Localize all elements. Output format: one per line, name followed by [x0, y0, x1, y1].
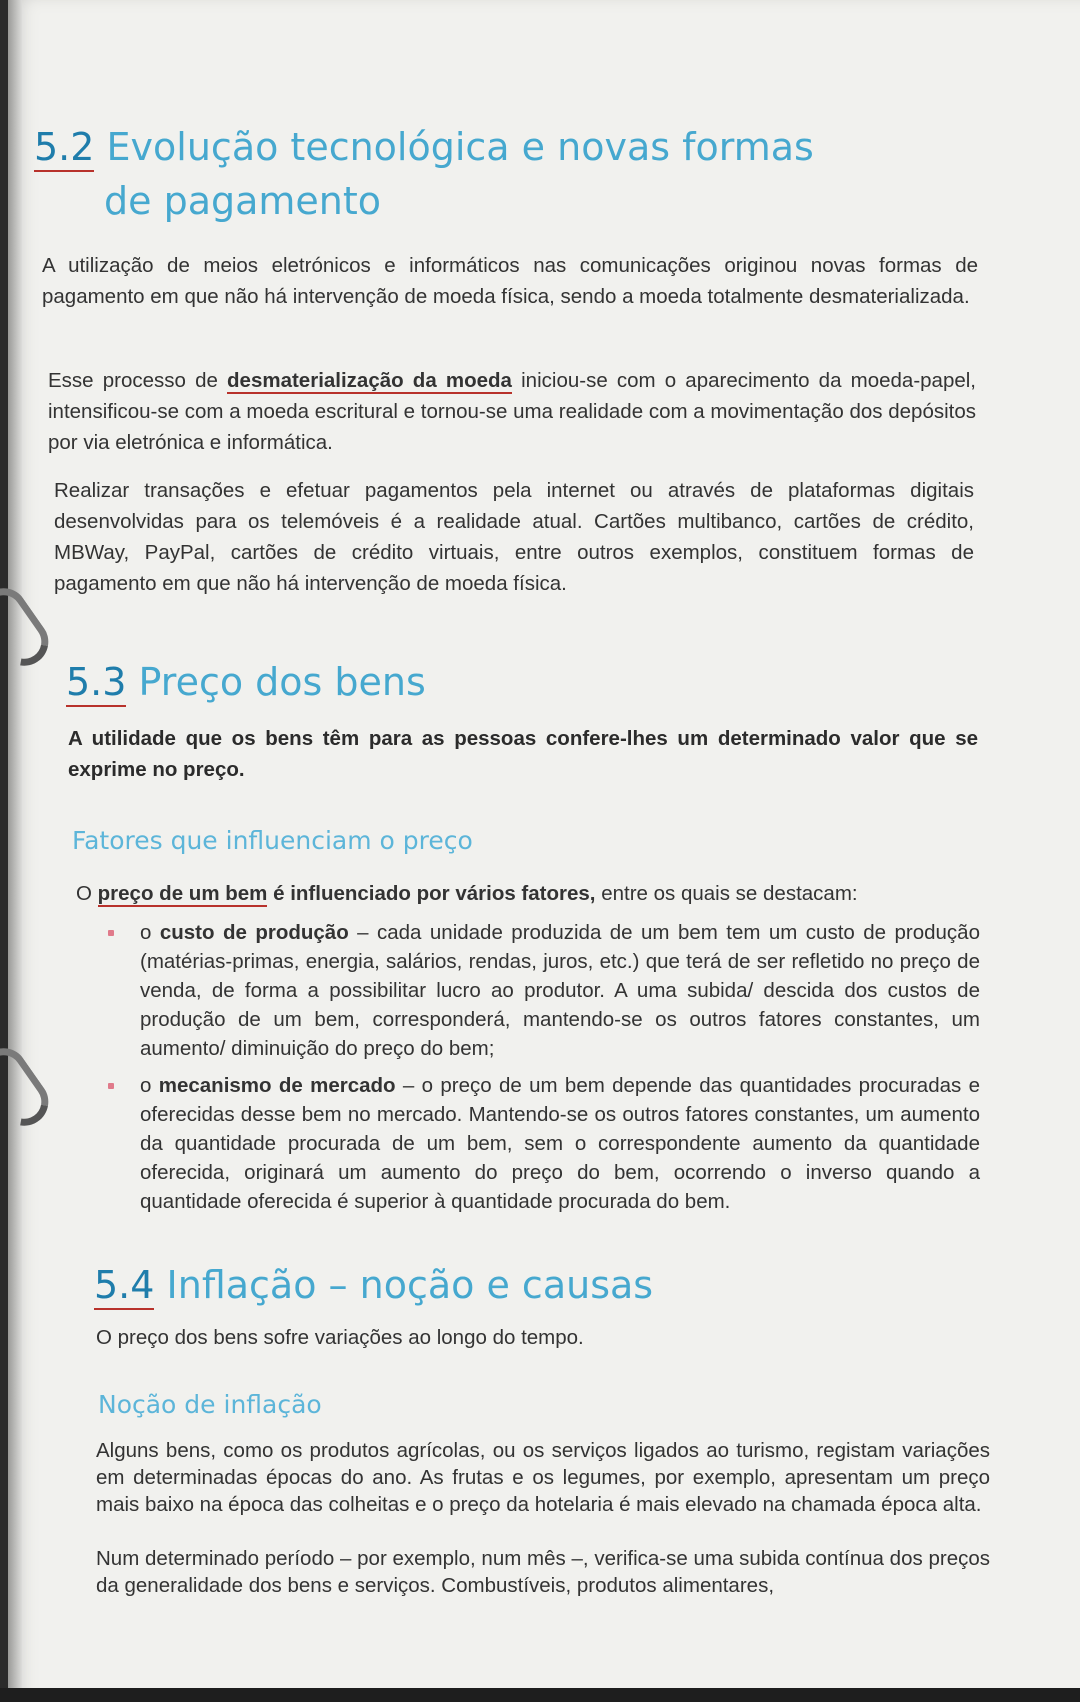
- fatores-list: [140, 918, 980, 1224]
- section-5-3-title: [66, 655, 426, 709]
- intro-text-end: entre os quais se destacam:: [595, 882, 858, 905]
- section-5-4-lead: O preço dos bens sofre variações ao longo do tempo.: [96, 1326, 584, 1349]
- bullet-dot: [108, 1083, 114, 1089]
- term-custo-producao: custo de produção: [159, 921, 349, 944]
- section-5-4-title: [94, 1258, 653, 1312]
- paragraph-2-text-start: Esse processo de: [48, 369, 228, 392]
- fatores-intro: [76, 878, 976, 909]
- intro-bold-text: é influenciado por vários fatores,: [267, 882, 596, 905]
- paragraph-2-text-end: iniciou-se com o aparecimento da moeda-papel, intensificou-se com a moeda escritural e tornou-se uma realidade com a movimentação dos depósitos por via eletrónica e informática.: [48, 369, 976, 454]
- list-item-custo-producao: [140, 918, 980, 1063]
- section-5-2-title-line2: de pagamento: [104, 179, 382, 223]
- subheading-nocao-inflacao: Noção de inflação: [98, 1390, 322, 1419]
- bullet-text: – cada unidade produzida de um bem tem um custo de produção (matérias-primas, energia, salários, rendas, juros, etc.) que terá de ser refletido no preço de venda, de forma a possibilitar lucro ao produtor. A uma subida/ descida dos custos de produção de um bem, corresponderá, mantendo-se os outros fatores constantes, um aumento/ diminuição do preço do bem;: [140, 921, 980, 1060]
- bullet-text: – o preço de um bem depende das quantidades procuradas e oferecidas desse bem no mercado. Mantendo-se os outros fatores constantes, um aumento da quantidade procurada de um bem, sem o correspondente aumento da quantidade oferecida, originará um aumento do preço do bem, ocorrendo o inverso quando a quantidade oferecida é superior à quantidade procurada do bem.: [140, 1074, 980, 1213]
- page-bottom-shadow: [0, 1688, 1080, 1702]
- section-5-2-title: [34, 120, 814, 174]
- section-5-2-paragraph-1: A utilização de meios eletrónicos e informáticos nas comunicações originou novas formas de pagamento em que não há intervenção de moeda física, sendo a moeda totalmente desmaterializada.: [42, 254, 978, 308]
- section-5-4-number: 5.4: [94, 1263, 154, 1310]
- section-5-3-lead: A utilidade que os bens têm para as pessoas confere-lhes um determinado valor que se exprime no preço.: [68, 727, 978, 781]
- keyword-desmaterializacao: desmaterialização da moeda: [227, 369, 512, 392]
- section-5-4-title-text: Inflação – noção e causas: [166, 1263, 654, 1307]
- bullet-dot: [108, 930, 114, 936]
- bullet-prefix: o: [140, 1074, 159, 1097]
- intro-text-start: O: [76, 882, 98, 905]
- section-5-2-paragraph-2: [48, 365, 976, 458]
- bullet-prefix: o: [140, 921, 160, 944]
- term-mecanismo-mercado: mecanismo de mercado: [158, 1074, 396, 1097]
- section-5-3-title-text: Preço dos bens: [138, 660, 426, 704]
- section-5-2-title-line1: Evolução tecnológica e novas formas: [106, 125, 814, 169]
- section-5-4-paragraph-2: Num determinado período – por exemplo, num mês –, verifica-se uma subida contínua dos preços da generalidade dos bens e serviços. Combustíveis, produtos alimentares,: [96, 1547, 990, 1597]
- section-5-2-number: 5.2: [34, 125, 94, 172]
- subheading-fatores: Fatores que influenciam o preço: [72, 826, 473, 855]
- section-5-2-paragraph-3: Realizar transações e efetuar pagamentos pela internet ou através de plataformas digitais desenvolvidas para os telemóveis é a realidade atual. Cartões multibanco, cartões de crédito, MBWay, PayPal, cartões de crédito virtuais, entre outros exemplos, constituem formas de pagamento em que não há intervenção de moeda física.: [54, 479, 974, 595]
- section-5-4-paragraph-1: Alguns bens, como os produtos agrícolas, ou os serviços ligados ao turismo, registam variações em determinadas épocas do ano. As frutas e os legumes, por exemplo, apresentam um preço mais baixo na época das colheitas e o preço da hotelaria é mais elevado na chamada época alta.: [96, 1439, 990, 1516]
- list-item-mecanismo-mercado: [140, 1071, 980, 1216]
- section-5-3-number: 5.3: [66, 660, 126, 707]
- keyword-preco-de-um-bem: preço de um bem: [97, 882, 268, 905]
